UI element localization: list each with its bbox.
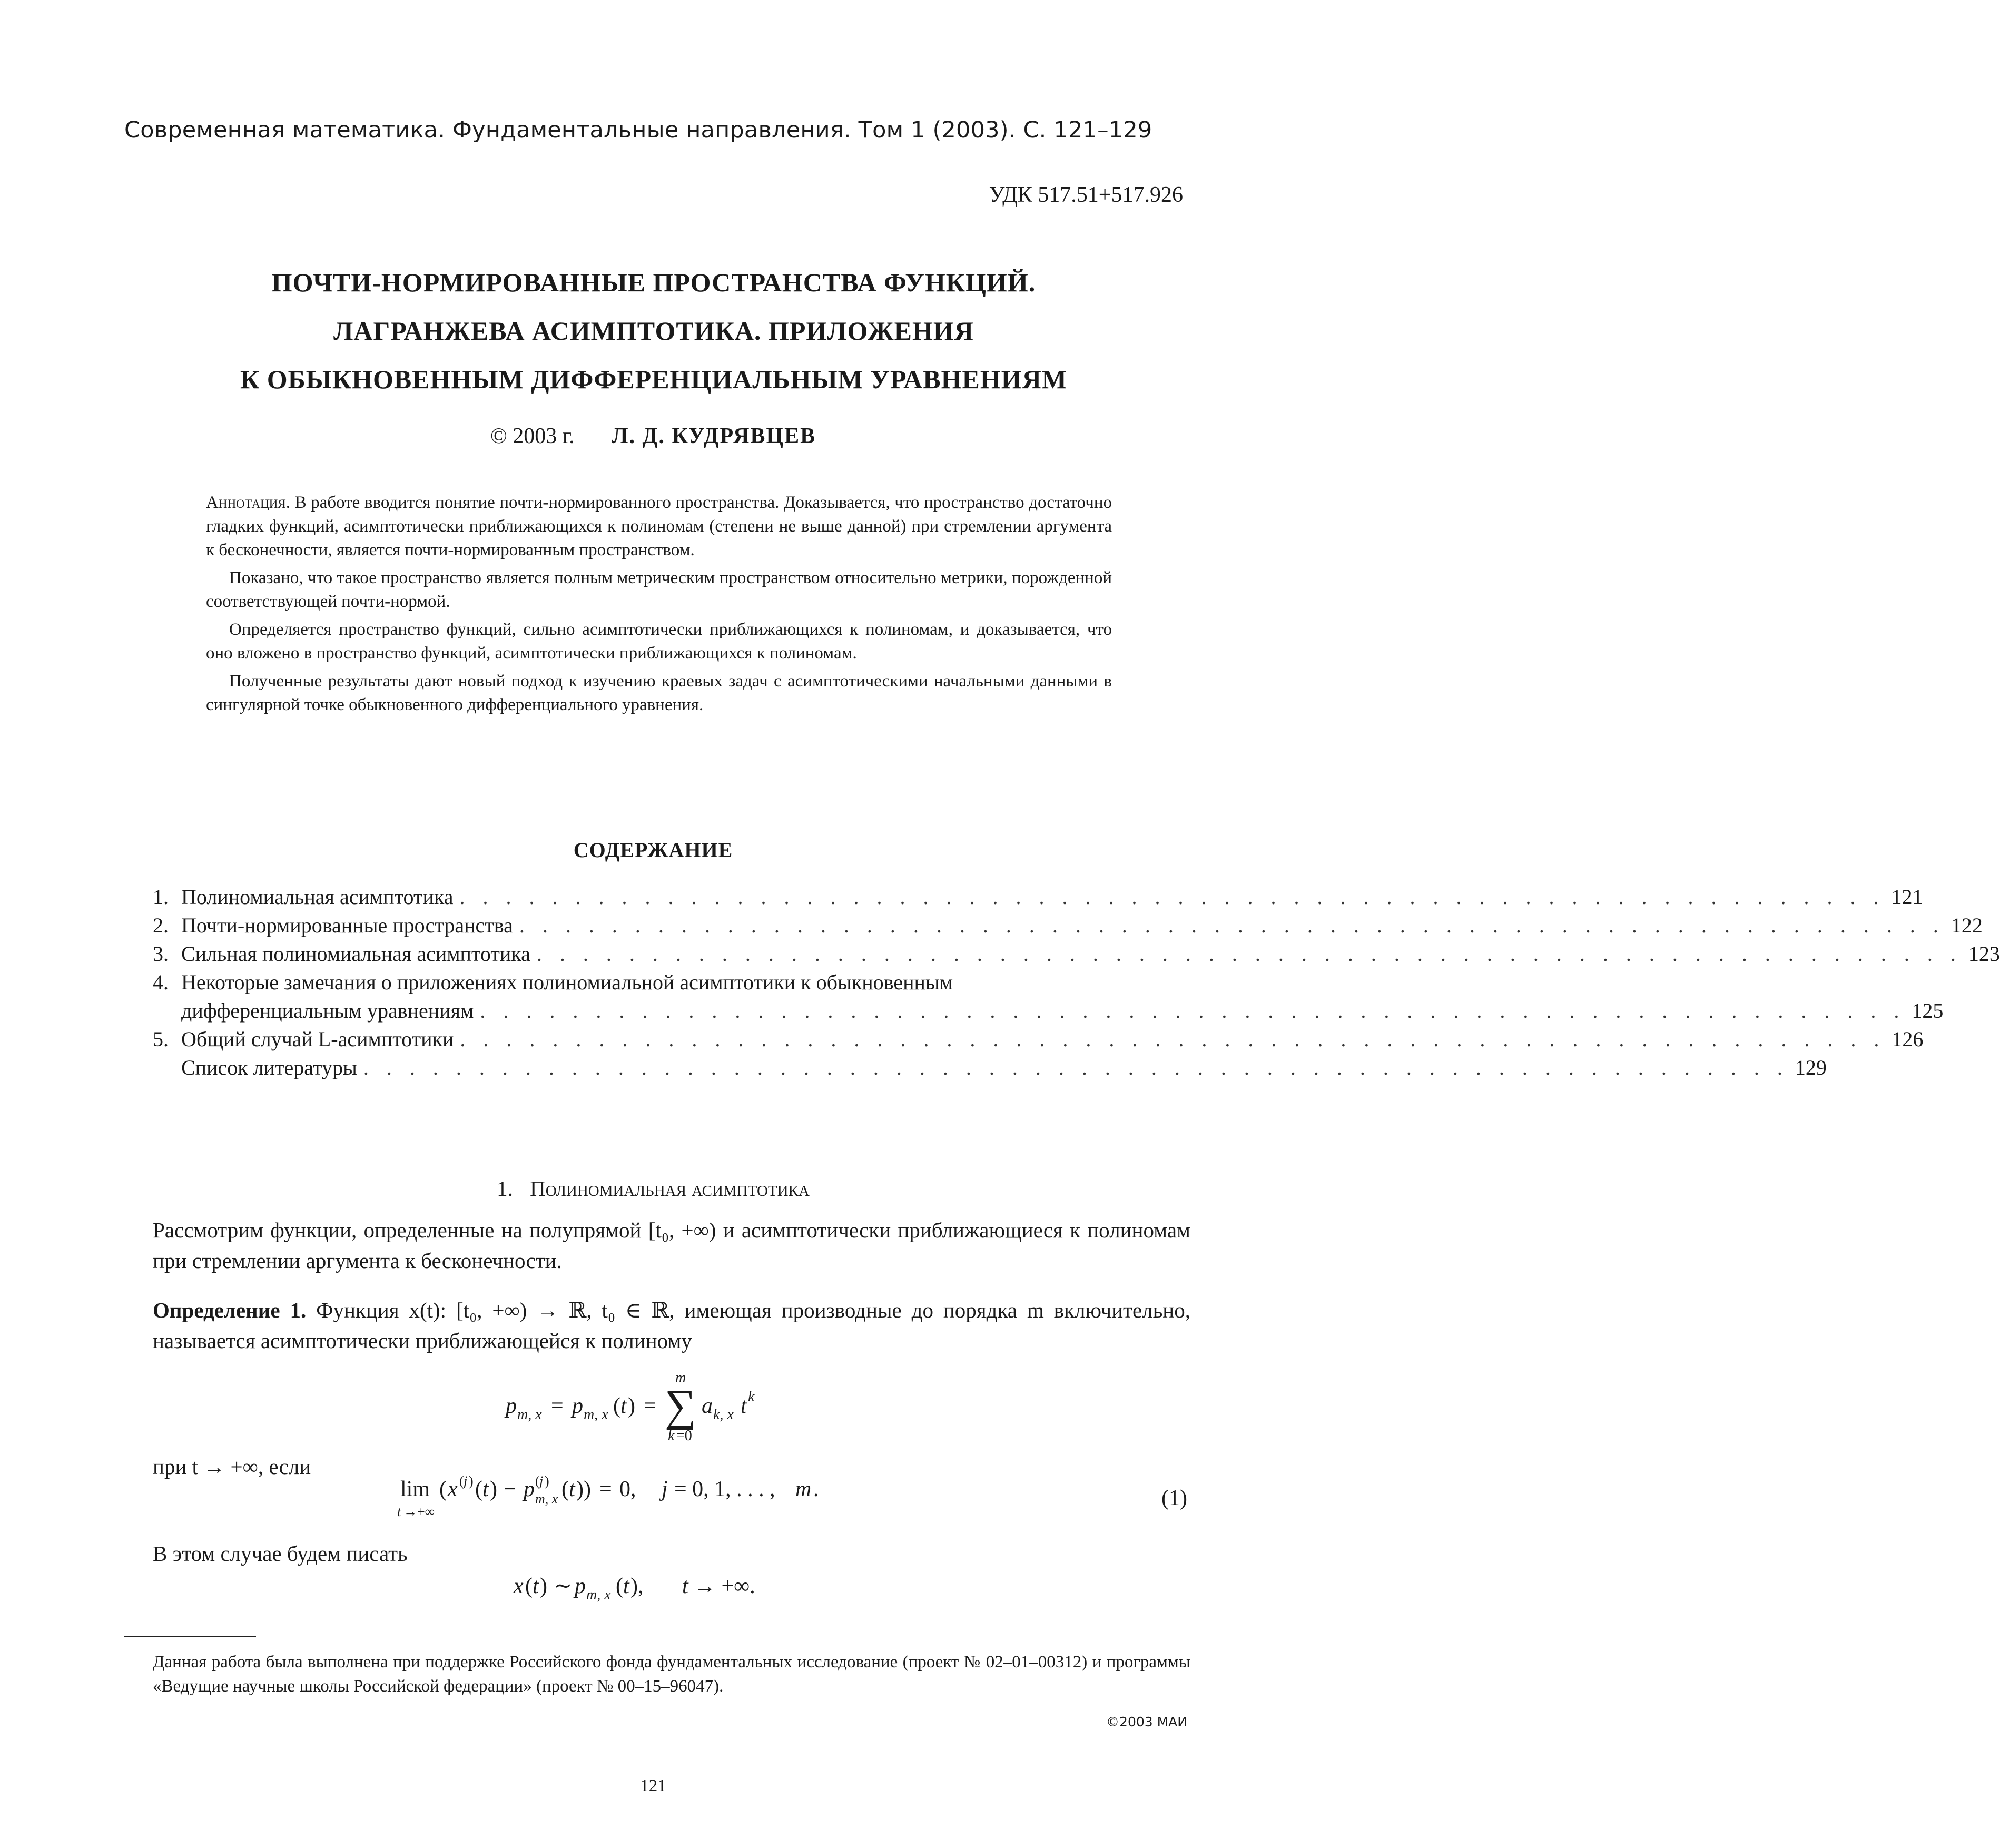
abstract-label: Аннотация.: [206, 493, 290, 512]
svg-text:(: (: [613, 1394, 620, 1418]
footnote: Данная работа была выполнена при поддержке Российского фонда фундаментальных исследование (проект № 02–01–00312) и программы «Ведущие научные школы Российской федерации» (проект № 00–15–96047).: [153, 1653, 1190, 1696]
svg-text:j: j: [539, 1473, 544, 1489]
svg-text:(: (: [439, 1477, 447, 1501]
equation-number: (1): [1161, 1486, 1187, 1510]
asymptotic-notation: [514, 1569, 809, 1606]
toc-leader: . . . . . . . . . . . . . . . . . . . . . . . . . . . . . . . . . . . . . . . . . . . . . . . . . . . . . . . . . . . . . .: [459, 885, 1885, 909]
toc-title: Полиномиальная асимптотика: [181, 885, 454, 909]
definition-text: Функция x(t): [t₀, +∞) → ℝ, t₀ ∈ ℝ, имеющая производные до порядка m включительно, называется асимптотически приближающейся к полиному: [153, 1298, 1190, 1353]
toc-page: 125: [1912, 999, 1944, 1023]
svg-text:x: x: [514, 1574, 524, 1598]
svg-text:(: (: [616, 1574, 623, 1598]
svg-text:∼: ∼: [554, 1574, 573, 1598]
svg-text:t: t: [620, 1394, 627, 1418]
svg-text:0,: 0,: [619, 1477, 636, 1501]
svg-text:t: t: [397, 1504, 401, 1519]
svg-text:(: (: [535, 1473, 540, 1489]
toc-title: Общий случай L-асимптотики: [181, 1027, 454, 1051]
definition-label: Определение 1.: [153, 1298, 307, 1322]
svg-text:m, x: m, x: [535, 1491, 558, 1507]
svg-text:= 0, 1, . . . ,: = 0, 1, . . . ,: [674, 1477, 775, 1501]
svg-text:t: t: [682, 1574, 688, 1598]
svg-text:k: k: [668, 1428, 675, 1444]
toc-title: Сильная полиномиальная асимптотика: [181, 942, 530, 966]
toc-item[interactable]: [153, 968, 1190, 997]
svg-text:x: x: [448, 1477, 458, 1501]
svg-text:): ): [545, 1473, 549, 1489]
author-name: Л. Д. КУДРЯВЦЕВ: [612, 424, 816, 448]
svg-text:(: (: [475, 1477, 482, 1501]
svg-text:m: m: [675, 1370, 686, 1386]
svg-text:p: p: [524, 1477, 535, 1501]
toc-title: Список литературы: [181, 1056, 357, 1079]
svg-text:(: (: [561, 1477, 569, 1501]
journal-header: Современная математика. Фундаментальные направления. Том 1 (2003). С. 121–129: [124, 117, 1152, 143]
toc-leader: . . . . . . . . . . . . . . . . . . . . . . . . . . . . . . . . . . . . . . . . . . . . . . . . . . . . . . . . . . . . . .: [480, 999, 1906, 1023]
notation-text: В этом случае будем писать: [153, 1541, 408, 1566]
udc-code: УДК 517.51+517.926: [989, 183, 1183, 207]
svg-text:=: =: [599, 1477, 612, 1501]
paper-title: [124, 258, 1183, 404]
svg-text:(: (: [525, 1574, 533, 1598]
svg-text:t: t: [569, 1477, 575, 1501]
toc-heading: СОДЕРЖАНИЕ: [573, 838, 733, 862]
title-line-2: ЛАГРАНЖЕВА АСИМПТОТИКА. ПРИЛОЖЕНИЯ: [333, 316, 974, 346]
svg-text:.: .: [813, 1477, 819, 1501]
toc-title-continued: дифференциальным уравнениям: [181, 999, 474, 1023]
svg-text:k, x: k, x: [713, 1407, 734, 1423]
toc-leader: . . . . . . . . . . . . . . . . . . . . . . . . . . . . . . . . . . . . . . . . . . . . . . . . . . . . . . . . . . . . . .: [363, 1056, 1789, 1079]
abstract-paragraph-3: Определяется пространство функций, сильно асимптотически приближающихся к полиномам, и доказывается, что оно вложено в пространство функций, асимптотически приближающихся к полиномам.: [206, 620, 1112, 663]
abstract-paragraph-1: [206, 491, 1112, 562]
toc-page: 129: [1795, 1056, 1827, 1079]
footnote-rule: [124, 1636, 256, 1637]
svg-text:=: =: [551, 1394, 564, 1418]
title-line-1: ПОЧТИ-НОРМИРОВАННЫЕ ПРОСТРАНСТВА ФУНКЦИЙ.: [271, 268, 1036, 297]
section-heading: [0, 1176, 1306, 1201]
svg-text:): ): [490, 1477, 497, 1501]
svg-text:=0: =0: [676, 1428, 692, 1444]
toc-number: 1.: [153, 885, 169, 909]
section-title: Полиномиальная асимптотика: [530, 1176, 810, 1201]
toc-page: 121: [1891, 885, 1923, 909]
svg-text:p: p: [575, 1574, 586, 1598]
polynomial-formula: [506, 1370, 917, 1443]
svg-text:p: p: [572, 1394, 583, 1418]
toc-item[interactable]: [153, 940, 2000, 968]
svg-text:): ): [628, 1394, 635, 1418]
condition-text: при t → +∞, если: [153, 1454, 311, 1479]
svg-text:∑: ∑: [665, 1381, 696, 1430]
toc-leader: . . . . . . . . . . . . . . . . . . . . . . . . . . . . . . . . . . . . . . . . . . . . . . . . . . . . . . . . . . . . . .: [536, 942, 1962, 966]
toc-item-continued[interactable]: [153, 997, 1944, 1025]
toc-item[interactable]: [153, 1054, 1827, 1082]
toc-page: 122: [1950, 913, 1983, 937]
toc-title: Некоторые замечания о приложениях полиномиальной асимптотики к обыкновенным: [181, 970, 953, 994]
definition-paragraph: [153, 1295, 1190, 1356]
abstract-paragraph-2: Показано, что такое пространство является полным метрическим пространством относительно метрики, порожденной соответствующей почти-нормой.: [206, 568, 1112, 611]
svg-text:): ): [469, 1473, 474, 1489]
svg-text:j: j: [464, 1473, 468, 1489]
table-of-contents: [153, 883, 2000, 1082]
svg-text:k: k: [748, 1389, 755, 1405]
abstract-paragraph-4: Полученные результаты дают новый подход к изучению краевых задач с асимптотическими начальными данными в сингулярной точке обыкновенного дифференциального уравнения.: [206, 672, 1112, 714]
svg-text:=: =: [644, 1394, 656, 1418]
svg-text:t: t: [623, 1574, 629, 1598]
svg-text:(: (: [459, 1473, 464, 1489]
copyright-year: © 2003 г.: [490, 424, 575, 448]
toc-leader: . . . . . . . . . . . . . . . . . . . . . . . . . . . . . . . . . . . . . . . . . . . . . . . . . . . . . . . . . . . . . .: [519, 913, 1945, 937]
toc-number: 4.: [153, 970, 169, 994]
toc-page: 126: [1891, 1027, 1924, 1051]
svg-text:p: p: [506, 1394, 517, 1418]
svg-text:j: j: [662, 1477, 668, 1501]
svg-text:): ): [540, 1574, 547, 1598]
svg-text:→+∞: →+∞: [403, 1504, 435, 1519]
abstract: [206, 491, 1112, 721]
intro-paragraph: Рассмотрим функции, определенные на полупрямой [t₀, +∞) и асимптотически приближающиеся к полиномам при стремлении аргумента к бесконечности.: [153, 1218, 1190, 1273]
svg-text:lim: lim: [400, 1477, 430, 1501]
title-line-3: К ОБЫКНОВЕННЫМ ДИФФЕРЕНЦИАЛЬНЫМ УРАВНЕНИЯМ: [240, 365, 1067, 394]
svg-text:m, x: m, x: [517, 1407, 542, 1423]
toc-number: 5.: [153, 1027, 169, 1051]
toc-leader: . . . . . . . . . . . . . . . . . . . . . . . . . . . . . . . . . . . . . . . . . . . . . . . . . . . . . . . . . . . . . .: [460, 1027, 1886, 1051]
svg-text:t: t: [482, 1477, 489, 1501]
abstract-text-1: В работе вводится понятие почти-нормированного пространства. Доказывается, что пространство достаточно гладких функций, асимптотически приближающихся к полиномам (степени не выше данной) при стремлении аргумента к бесконечности, является почти-нормированным пространством.: [206, 493, 1112, 559]
svg-text:)): )): [576, 1477, 591, 1501]
svg-text:→ +∞.: → +∞.: [694, 1574, 755, 1598]
section-number: 1.: [497, 1176, 513, 1201]
svg-text:m: m: [795, 1477, 812, 1501]
svg-text:a: a: [702, 1394, 713, 1418]
limit-formula: [397, 1470, 927, 1522]
toc-item[interactable]: [153, 911, 1983, 940]
page-number: 121: [640, 1776, 666, 1795]
toc-number: 3.: [153, 942, 169, 966]
toc-title: Почти-нормированные пространства: [181, 913, 513, 937]
toc-item[interactable]: [153, 1025, 1924, 1054]
svg-text:t: t: [741, 1394, 747, 1418]
svg-text:m, x: m, x: [586, 1587, 611, 1603]
toc-page: 123: [1968, 942, 2000, 966]
svg-text:t: t: [533, 1574, 539, 1598]
toc-item[interactable]: [153, 883, 1923, 911]
svg-text:),: ),: [630, 1574, 644, 1598]
svg-text:m, x: m, x: [584, 1407, 608, 1423]
toc-number: 2.: [153, 913, 169, 937]
publisher-copyright: ©2003 МАИ: [1106, 1714, 1187, 1729]
author-line: [0, 424, 1306, 449]
svg-text:−: −: [504, 1477, 516, 1501]
